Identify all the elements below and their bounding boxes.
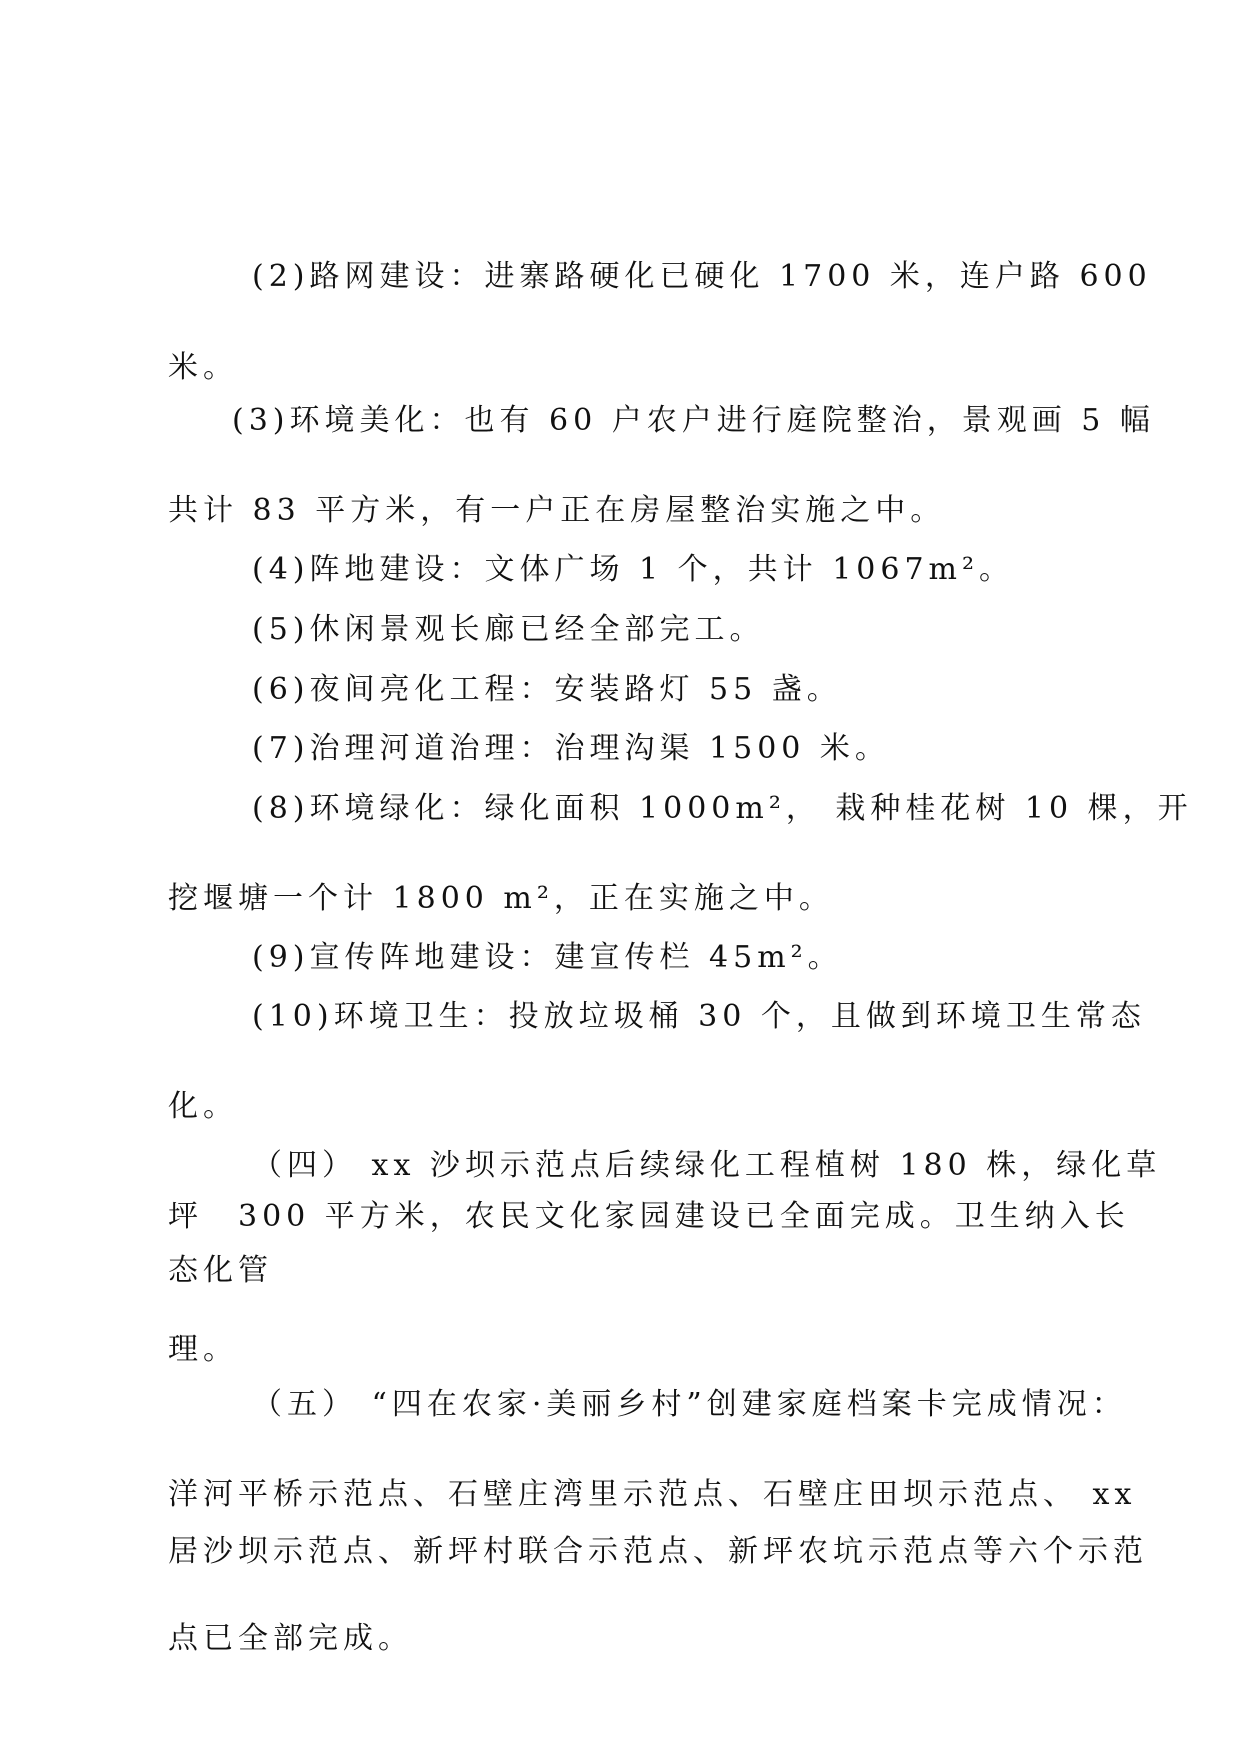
section-four-line4: 理。 xyxy=(168,1332,238,1367)
paragraph-environment-beautify-line1: (3)环境美化：也有 60 户农户进行庭院整治，景观画 5 幅 xyxy=(232,403,1155,438)
paragraph-greening-line2: 挖堰塘一个计 1800 m²，正在实施之中。 xyxy=(168,881,834,916)
paragraph-sanitation-line2: 化。 xyxy=(168,1089,238,1124)
section-five-line2: 洋河平桥示范点、石壁庄湾里示范点、石壁庄田坝示范点、 xx xyxy=(168,1477,1137,1512)
section-four-line2: 坪 300 平方米，农民文化家园建设已全面完成。卫生纳入长 xyxy=(168,1199,1130,1234)
paragraph-sanitation-line1: (10)环境卫生：投放垃圾桶 30 个，且做到环境卫生常态 xyxy=(252,999,1146,1034)
paragraph-road-network-line1: (2)路网建设：进寨路硬化已硬化 1700 米，连户路 600 xyxy=(252,259,1152,294)
paragraph-greening-line1: (8)环境绿化：绿化面积 1000m²， 栽种桂花树 10 棵，开 xyxy=(252,791,1193,826)
section-four-line3: 态化管 xyxy=(168,1253,273,1288)
section-four-line1: （四） xx 沙坝示范点后续绿化工程植树 180 株，绿化草 xyxy=(252,1148,1162,1183)
section-five-line4: 点已全部完成。 xyxy=(168,1621,413,1656)
paragraph-night-lighting: (6)夜间亮化工程：安装路灯 55 盏。 xyxy=(252,672,842,707)
paragraph-publicity: (9)宣传阵地建设：建宣传栏 45m²。 xyxy=(252,940,843,975)
paragraph-corridor: (5)休闲景观长廊已经全部完工。 xyxy=(252,612,765,647)
paragraph-road-network-line2: 米。 xyxy=(168,350,238,385)
paragraph-position-construction: (4)阵地建设：文体广场 1 个，共计 1067m²。 xyxy=(252,552,1015,587)
section-five-line3: 居沙坝示范点、新坪村联合示范点、新坪农坑示范点等六个示范 xyxy=(168,1534,1148,1569)
section-five-line1: （五） “四在农家·美丽乡村”创建家庭档案卡完成情况： xyxy=(252,1387,1127,1422)
paragraph-environment-beautify-line2: 共计 83 平方米，有一户正在房屋整治实施之中。 xyxy=(168,493,946,528)
paragraph-river-governance: (7)治理河道治理：治理沟渠 1500 米。 xyxy=(252,731,890,766)
